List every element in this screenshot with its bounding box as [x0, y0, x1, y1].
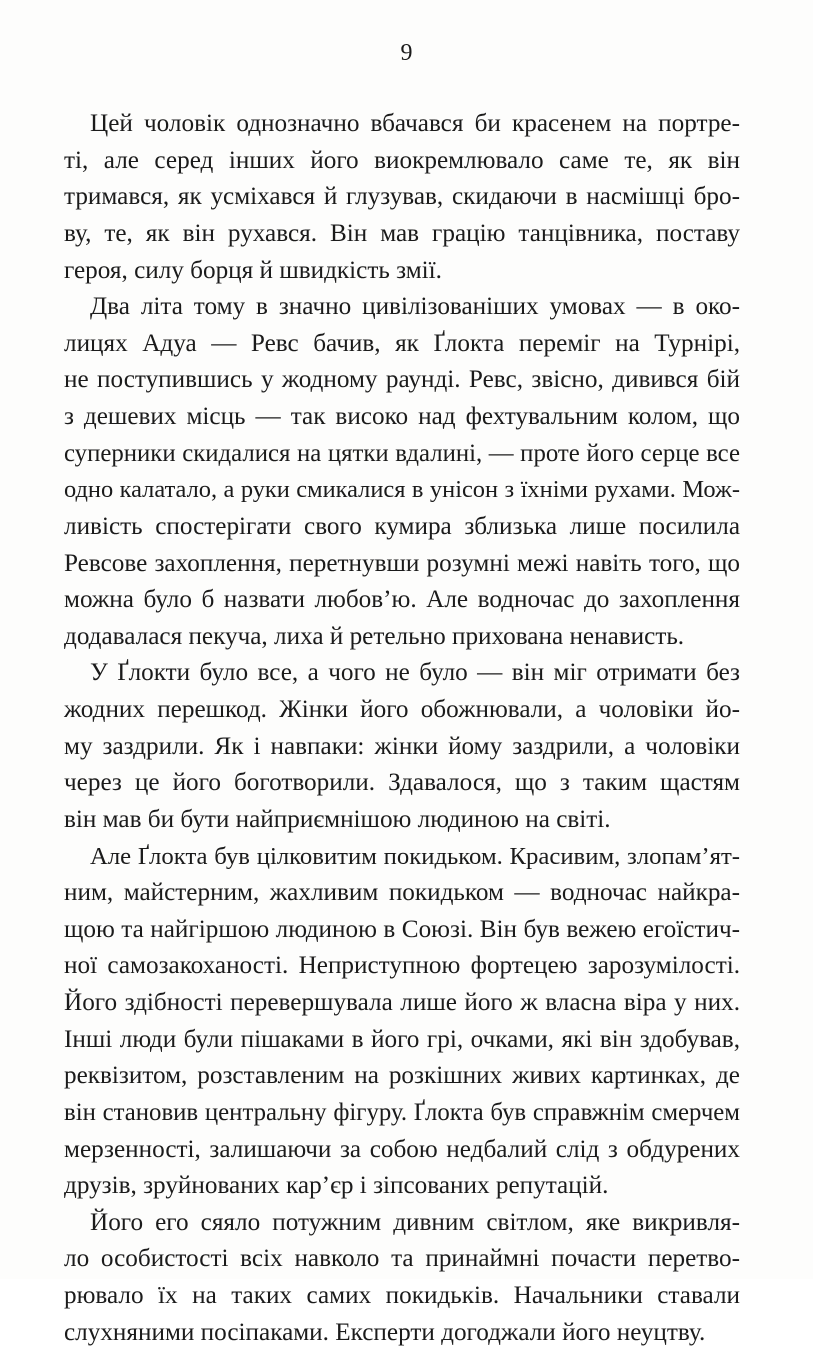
- text-line: Його его сяяло потужним дивним світлом, яке викривля-: [90, 1208, 740, 1236]
- text-line: Ревсове захоплення, перетнувши розумні межі навіть того, що: [64, 549, 740, 577]
- text-line: Два літа тому в значно цивілізованіших умовах — в око-: [90, 293, 740, 321]
- text-line: суперники скидалися на цятки вдалині, — проте його серце все: [64, 439, 740, 467]
- text-line: слухняними посіпаками. Експерти догоджали його неуцтву.: [64, 1318, 706, 1346]
- text-line: ло особистості всіх навколо та принаймні почасти перетво-: [64, 1245, 740, 1273]
- text-line: мерзенності, залишаючи за собою недбалий слід з обдурених: [64, 1135, 740, 1163]
- text-line: жодних перешкод. Жінки його обожнювали, а чоловіки йо-: [64, 696, 740, 723]
- text-line: ним, майстерним, жахливим покидьком — водночас найкра-: [64, 879, 740, 907]
- text-line: тримався, як усміхався й глузував, скидаючи в насмішці бро-: [64, 183, 740, 211]
- text-line: Інші люди були пішаками в його грі, очками, які він здобував,: [64, 1025, 740, 1053]
- text-line: щою та найгіршою людиною в Союзі. Він був вежею егоїстич-: [64, 915, 740, 943]
- page-number: 9: [400, 40, 413, 66]
- text-line: реквізитом, розставленим на розкішних живих картинках, де: [64, 1062, 740, 1090]
- text-line: ті, але серед інших його виокремлювало саме те, як він: [64, 146, 740, 174]
- paragraph: [64, 289, 740, 655]
- text-line: одно калатало, а руки смикалися в унісон з їхніми рухами. Мож-: [64, 476, 740, 504]
- text-line: ної самозакоханості. Неприступною фортецею зарозумілості.: [64, 952, 740, 980]
- text-line: Але Ґлокта був цілковитим покидьком. Красивим, злопам’ят-: [90, 842, 740, 870]
- paragraph: [64, 655, 740, 838]
- text-line: через це його боготворили. Здавалося, що з таким щастям: [64, 769, 740, 797]
- text-line: можна було б назвати любов’ю. Але водночас до захоплення: [64, 586, 740, 614]
- text-line: не поступившись у жодному раунді. Ревс, звісно, дивився бій: [64, 366, 740, 394]
- paragraph: [64, 106, 740, 289]
- text-line: Цей чоловік однозначно вбачався би красенем на портре-: [90, 110, 740, 137]
- paragraph: [64, 1205, 740, 1351]
- text-line: ливість спостерігати свого кумира зблизька лише посилила: [64, 512, 740, 540]
- paragraph: [64, 839, 740, 1205]
- text-line: У Ґлокти було все, а чого не було — він міг отримати без: [90, 659, 740, 687]
- text-line: з дешевих місць — так високо над фехтувальним колом, що: [64, 403, 740, 430]
- text-line: ву, те, як він рухався. Він мав грацію танцівника, поставу: [64, 219, 740, 247]
- body-text: [64, 106, 740, 1351]
- text-line: Його здібності перевершувала лише його ж власна віра у них.: [64, 989, 740, 1016]
- text-line: друзів, зруйнованих кар’єр і зіпсованих репутацій.: [64, 1172, 609, 1200]
- text-line: героя, силу борця й швидкість змії.: [64, 256, 442, 284]
- text-line: му заздрили. Як і навпаки: жінки йому заздрили, а чоловіки: [64, 732, 740, 760]
- text-line: лицях Адуа — Ревс бачив, як Ґлокта переміг на Турнірі,: [64, 329, 740, 357]
- text-line: він становив центральну фігуру. Ґлокта був справжнім смерчем: [64, 1098, 740, 1126]
- text-line: рювало їх на таких самих покидьків. Начальники ставали: [64, 1282, 740, 1309]
- text-line: він мав би бути найприємнішою людиною на світі.: [64, 805, 611, 833]
- text-line: додавалася пекуча, лиха й ретельно прихована ненависть.: [64, 622, 685, 650]
